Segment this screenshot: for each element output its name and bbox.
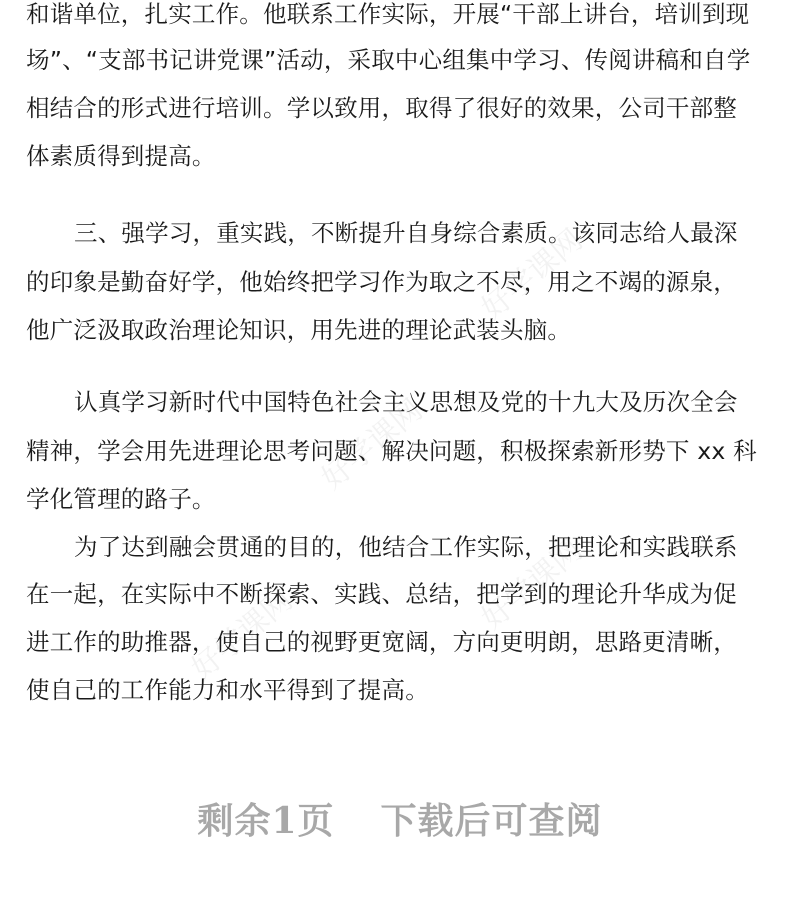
text-line: 在一起，在实际中不断探索、实践、总结，把学到的理论升华成为促 (26, 580, 737, 608)
text-line: 和谐单位，扎实工作。他联系工作实际，开展“干部上讲台，培训到现 (26, 0, 750, 28)
text-line: 场”、“支部书记讲党课”活动，采取中心组集中学习、传阅讲稿和自学 (26, 46, 751, 74)
text-line: 相结合的形式进行培训。学以致用，取得了很好的效果，公司干部整 (26, 94, 737, 122)
watermark: 好学课网 (475, 532, 590, 637)
text-line: 使自己的工作能力和水平得到了提高。 (26, 676, 429, 704)
text-line: 他广泛汲取政治理论知识，用先进的理论武装头脑。 (26, 316, 572, 344)
text-line: 为了达到融会贯通的目的，他结合工作实际，把理论和实践联系 (74, 533, 738, 561)
text-line: 进工作的助推器，使自己的视野更宽阔，方向更明朗，思路更清晰， (26, 628, 737, 656)
download-to-view-label: 下载后可查阅 (380, 800, 603, 842)
watermark: 好学课网 (475, 222, 590, 327)
text-line: 的印象是勤奋好学，他始终把学习作为取之不尽，用之不竭的源泉， (26, 268, 737, 296)
text-line: 精神，学会用先进理论思考问题、解决问题，积极探索新形势下 xx 科 (26, 437, 757, 465)
remaining-pages-label: 剩余1页 (197, 800, 335, 842)
text-line: 三、强学习，重实践，不断提升自身综合素质。该同志给人最深 (74, 219, 738, 247)
watermark: 好学课网 (185, 582, 300, 687)
watermark: 好学课网 (315, 392, 430, 497)
text-line: 学化管理的路子。 (26, 485, 216, 513)
text-line: 认真学习新时代中国特色社会主义思想及党的十九大及历次全会 (74, 388, 738, 416)
text-line: 体素质得到提高。 (26, 142, 216, 170)
remaining-pages-banner[interactable] (0, 796, 800, 846)
